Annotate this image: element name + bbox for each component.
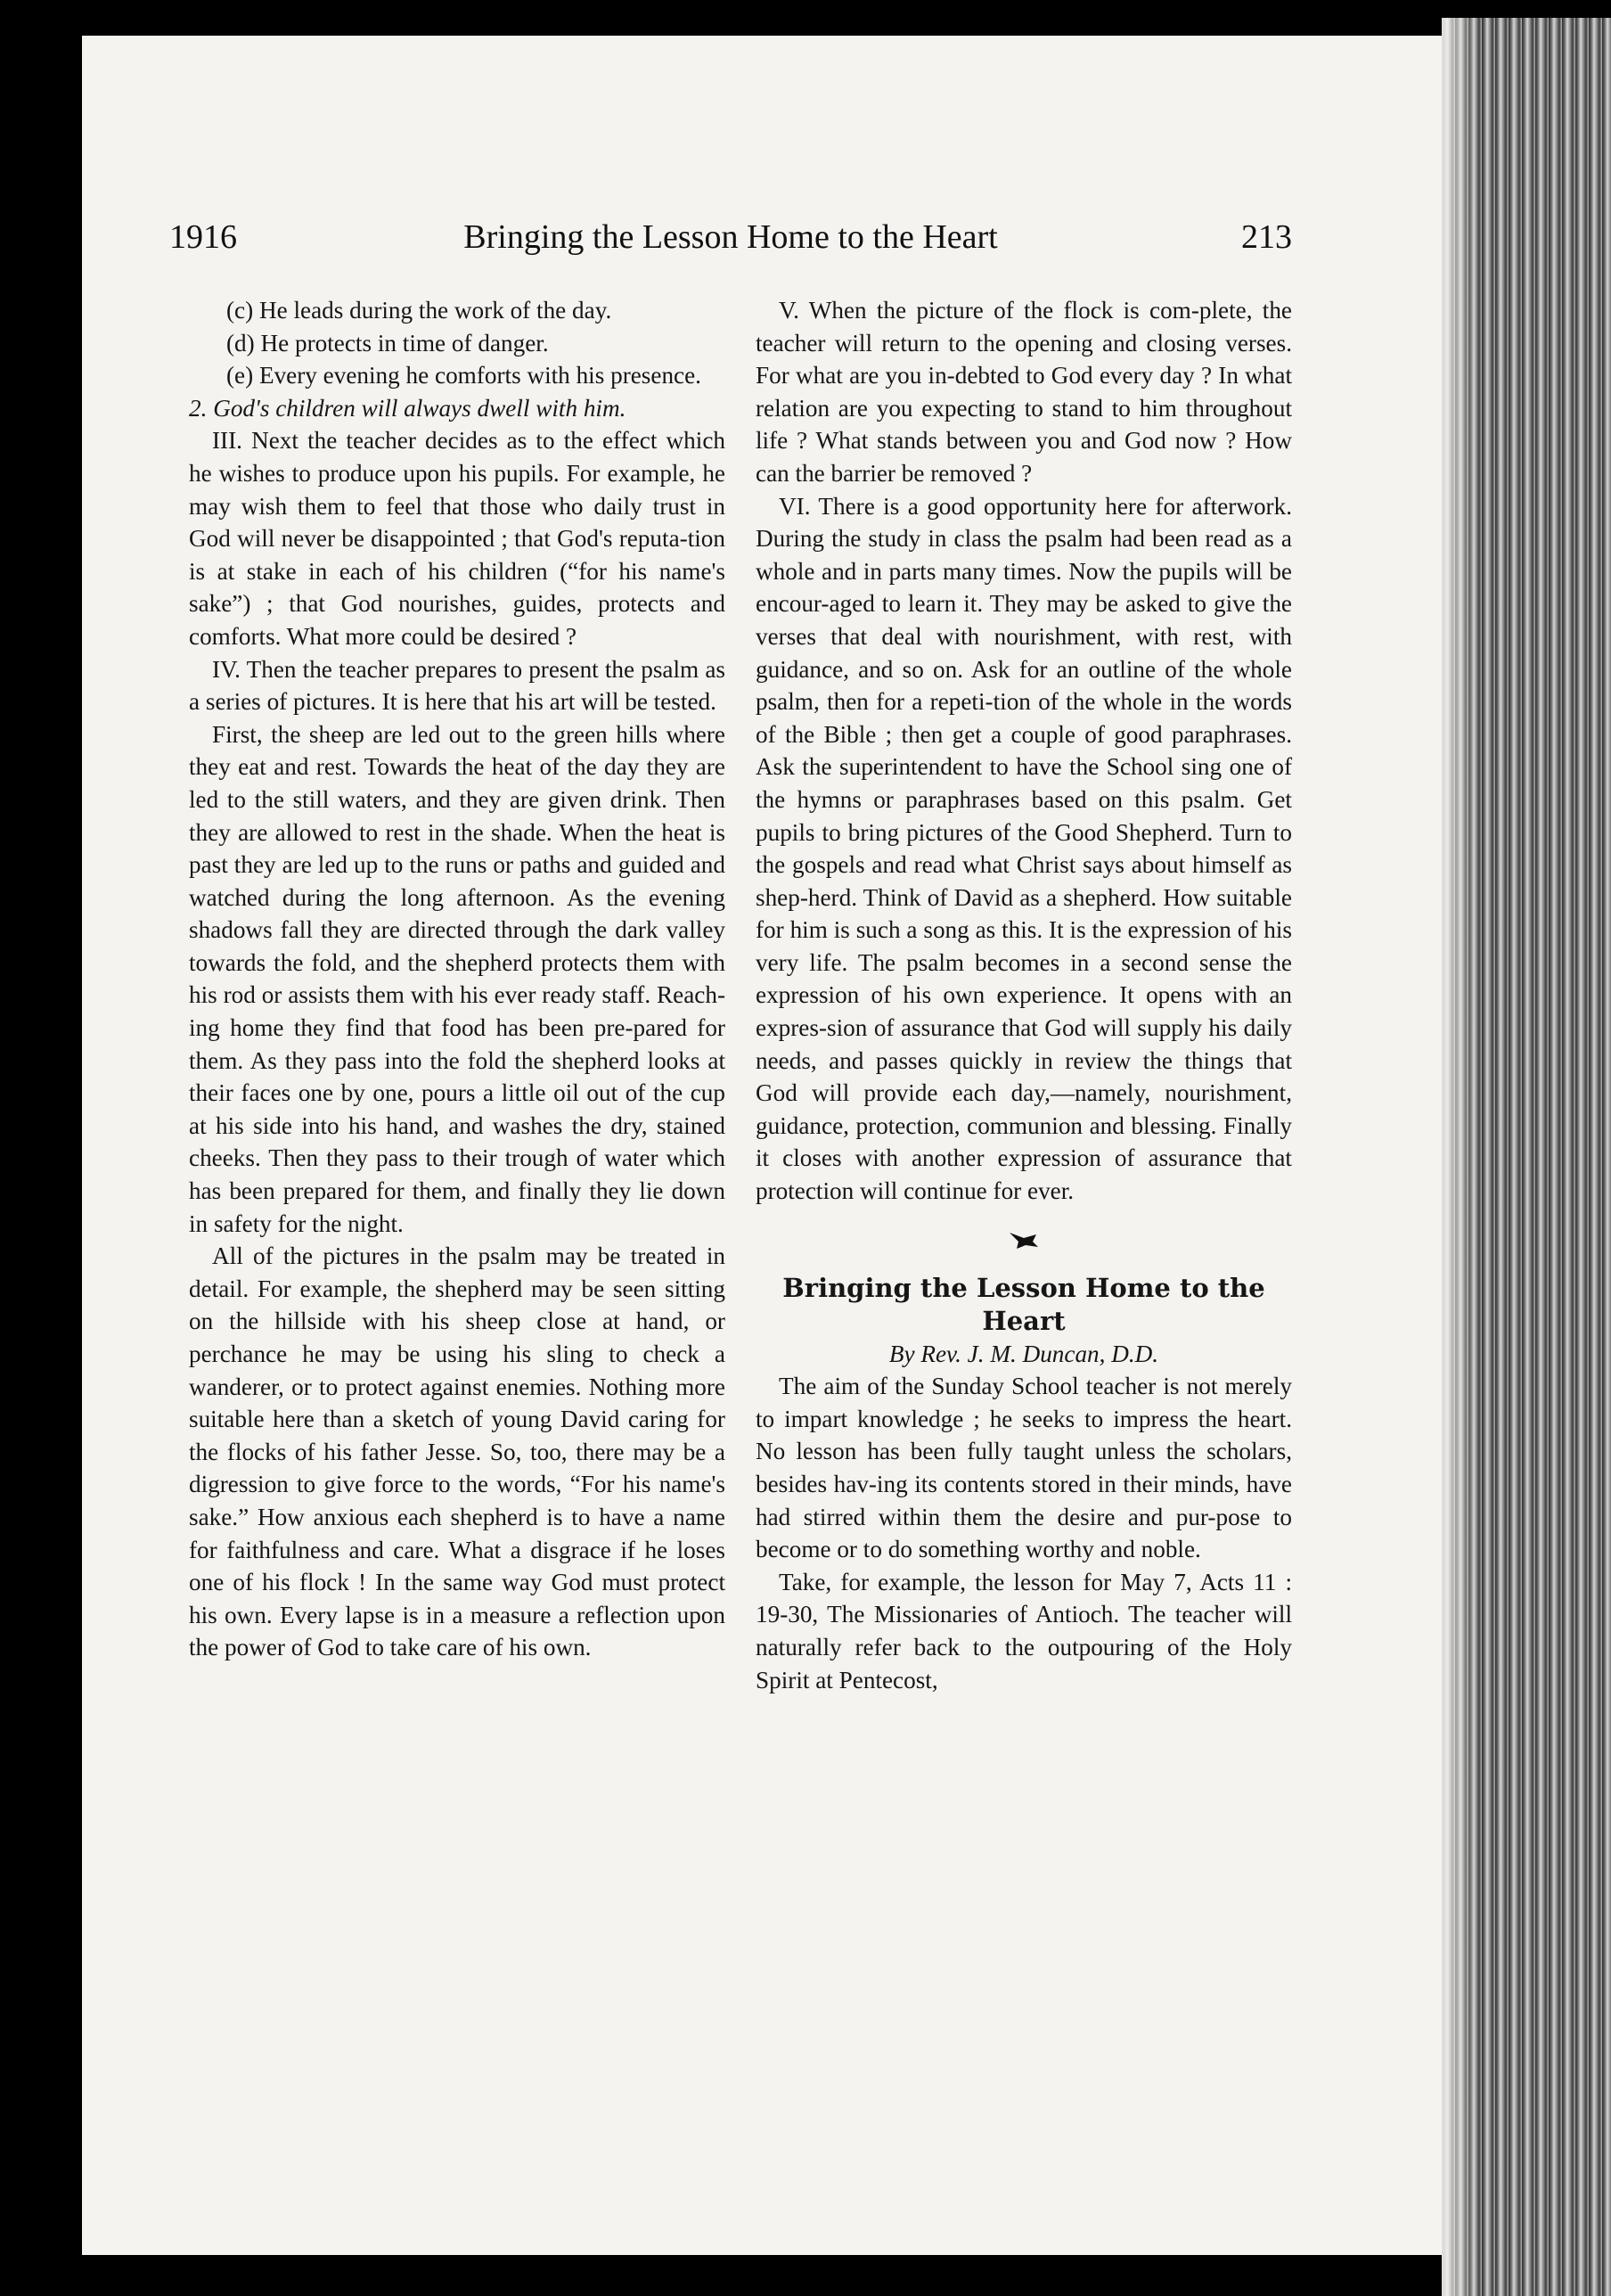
paragraph: IV. Then the teacher prepares to present the psalm as a series of pictures. It is here that his art will be tested. [189, 655, 725, 716]
running-head [169, 217, 1292, 262]
article-title: Bringing the Lesson Home to the Heart [782, 1272, 1265, 1336]
article-byline: By Rev. J. M. Duncan, D.D. [888, 1340, 1159, 1367]
paragraph: First, the sheep are led out to the green hills where they eat and rest. Towards the heat of the day they are led to the still waters, and they are given drink. Then they are allowed to rest in the shade. When the heat is past they are led up to the runs or paths and guided and watched during the long afternoon. As the evening shadows fall they are directed through the dark valley towards the fold, and the shepherd protects them with his rod or assists them with his ever ready staff. Reach-ing home they find that food has been pre-pared for them. As they pass into the fold the shepherd looks at their faces one by one, pours a little oil out of the cup at his side into his hand, and washes the dry, stained cheeks. Then they pass to their trough of water which has been prepared for them, and finally they lie down in safety for the night. [189, 720, 725, 1237]
list-item: (d) He protects in time of danger. [226, 329, 549, 357]
right-column [756, 294, 1292, 1696]
header-title: Bringing the Lesson Home to the Heart [463, 218, 998, 256]
paragraph: All of the pictures in the psalm may be treated in detail. For example, the shepherd may be seen sitting on the hillside with his sheep close at hand, or perchance he may be using his sling to check a wanderer, or to protect against enemies. Nothing more suitable here than a sketch of young David caring for the flocks of his father Jesse. So, too, there may be a digression to give force to the words, “For his name's sake.” How anxious each shepherd is to have a name for faithfulness and care. What a disgrace if he loses one of his flock ! In the same way God must protect his own. Every lapse is in a measure a reflection upon the power of God to take care of his own. [189, 1242, 725, 1661]
paragraph: VI. There is a good opportunity here for afterwork. During the study in class the psalm had been read as a whole and in parts many times. Now the pupils will be encour-aged to learn it. They may be asked to give the verses that deal with nourishment, with rest, with guidance, and so on. Ask for an outline of the whole psalm, then for a repeti-tion of the whole in the words of the Bible ; then get a couple of good paraphrases. Ask the superintendent to have the School sing one of the hymns or paraphrases based on this psalm. Get pupils to bring pictures of the Good Shepherd. Turn to the gospels and read what Christ says about himself as shep-herd. Think of David as a shepherd. How suitable for him is such a song as this. It is the expression of his very life. The psalm becomes in a second sense the expression of his own experience. It opens with an expres-sion of assurance that God will supply his daily needs, and passes quickly in review the things that God will provide each day,—namely, nourishment, guidance, protection, communion and blessing. Finally it closes with another expression of assurance that protection will continue for ever. [756, 492, 1292, 1205]
paragraph: Take, for example, the lesson for May 7, Acts 11 : 19-30, The Missionaries of Antioch. The teacher will naturally refer back to the outpouring of the Holy Spirit at Pentecost, [756, 1568, 1292, 1693]
point-two-heading: 2. God's children will always dwell with him. [189, 394, 626, 422]
page-edge-shade [1442, 18, 1477, 2296]
ornament-icon [756, 1220, 1292, 1268]
paragraph: The aim of the Sunday School teacher is not merely to impart knowledge ; he seeks to impress the heart. No lesson has been fully taught unless the scholars, besides hav-ing its contents stored in their minds, have had stirred within them the desire and pur-pose to become or to do something worthy and noble. [756, 1373, 1292, 1563]
left-column [189, 294, 725, 1664]
page-number: 213 [1241, 218, 1292, 256]
header-year: 1916 [169, 218, 237, 256]
list-item: (c) He leads during the work of the day. [226, 297, 612, 324]
left-page-edge [0, 0, 82, 2296]
paragraph: III. Next the teacher decides as to the effect which he wishes to produce upon his pupils. For example, he may wish them to feel that those who daily trust in God will never be disappointed ; that God's reputa-tion is at stake in each of his children (“for his name's sake”) ; that God nourishes, guides, protects and comforts. What more could be desired ? [189, 427, 725, 650]
list-item: (e) Every evening he comforts with his presence. [226, 362, 701, 390]
paragraph: V. When the picture of the flock is com-plete, the teacher will return to the opening and closing verses. For what are you in-debted to God every day ? In what relation are you expecting to stand to him throughout life ? What stands between you and God now ? How can the barrier be removed ? [756, 297, 1292, 487]
fleuron-icon [1006, 1229, 1042, 1252]
